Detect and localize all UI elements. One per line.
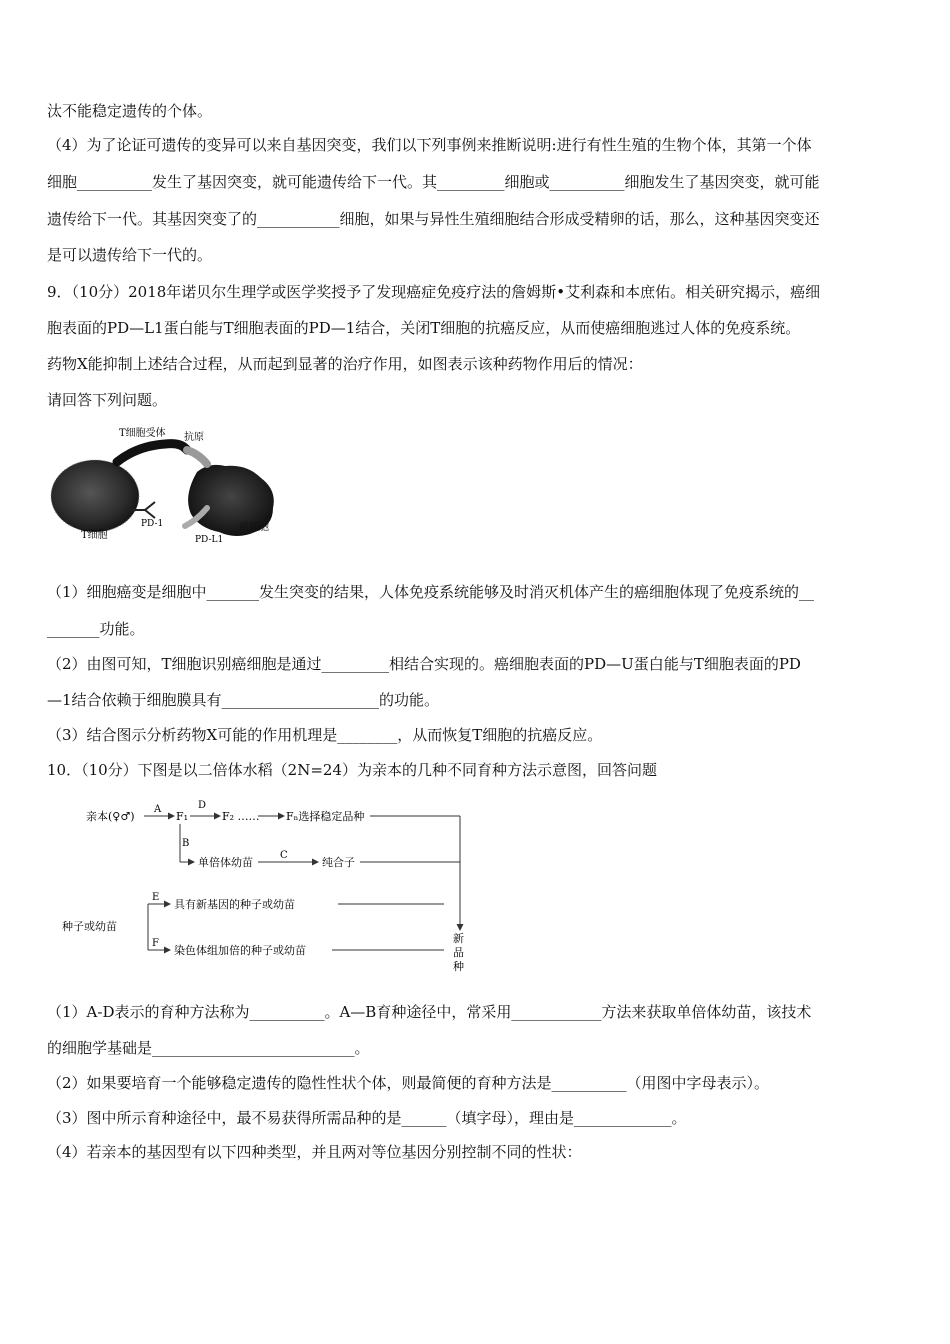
text-line: —1结合依赖于细胞膜具有_____________________的功能。 xyxy=(47,691,440,709)
new-variety-char: 品 xyxy=(453,946,464,959)
antigen-label: 抗原 xyxy=(184,432,204,443)
t-cell-receptor-label: T细胞受体 xyxy=(119,428,166,439)
new-variety-char: 新 xyxy=(453,932,464,945)
text-line: 汰不能稳定遗传的个体。 xyxy=(47,102,213,120)
f1-label: F₁ xyxy=(176,810,189,823)
text-line: 遗传给下一代。其基因突变了的___________细胞，如果与异性生殖细胞结合形成受精卵的话，那么，这种基因突变还 xyxy=(47,210,820,228)
question-10-part-3: （3）图中所示育种途径中，最不易获得所需品种的是______（填字母），理由是_____________。 xyxy=(47,1109,687,1127)
step-c-label: C xyxy=(280,850,288,861)
text-line: 药物X能抑制上述结合过程，从而起到显著的治疗作用，如图表示该种药物作用后的情况： xyxy=(47,355,643,373)
antigen-shape xyxy=(187,450,207,464)
question-9-part-1: （1）细胞癌变是细胞中_______发生突变的结果，人体免疫系统能够及时消灭机体产生的癌细胞体现了免疫系统的__ xyxy=(47,583,815,601)
step-d-label: D xyxy=(198,800,207,811)
text-line: 请回答下列问题。 xyxy=(47,391,168,409)
new-gene-seed-label: 具有新基因的种子或幼苗 xyxy=(174,898,295,911)
question-9-part-2: （2）由图可知，T细胞识别癌细胞是通过_________相结合实现的。癌细胞表面的PD—U蛋白能与T细胞表面的PD xyxy=(47,655,801,673)
t-cell-label: T细胞 xyxy=(81,530,108,541)
question-10-part-4: （4）若亲本的基因型有以下四种类型，并且两对等位基因分别控制不同的性状： xyxy=(47,1143,582,1161)
text-line: _______功能。 xyxy=(47,620,145,638)
text-line: 是可以遗传给下一代的。 xyxy=(47,246,213,264)
pdl1-label: PD-L1 xyxy=(195,535,224,545)
breeding-methods-diagram xyxy=(60,796,470,974)
text-line: （4）为了论证可遗传的变异可以来自基因突变，我们以下列事例来推断说明:进行有性生殖的生物个体，其第一个体 xyxy=(47,136,812,154)
new-variety-char: 种 xyxy=(453,960,464,973)
pd1-label: PD-1 xyxy=(141,519,164,529)
cancer-cell-label: 癌细胞 xyxy=(239,522,269,533)
fn-label: Fₙ选择稳定品种 xyxy=(286,810,365,823)
doubled-seed-label: 染色体组加倍的种子或幼苗 xyxy=(174,944,306,957)
parent-label: 亲本(♀♂) xyxy=(86,810,135,823)
t-cell-shape xyxy=(51,460,139,532)
question-10-part-1: （1）A-D表示的育种方法称为__________。A—B育种途径中，常采用____________方法来获取单倍体幼苗，该技术 xyxy=(47,1003,812,1021)
question-10-stem: 10．（10分）下图是以二倍体水稻（2N=24）为亲本的几种不同育种方法示意图，回答问题 xyxy=(47,761,658,779)
homozygote-label: 纯合子 xyxy=(322,856,355,869)
step-f-label: F xyxy=(152,938,159,949)
step-e-label: E xyxy=(152,892,160,903)
step-b-label: B xyxy=(182,838,190,849)
question-9-stem: 9．（10分）2018年诺贝尔生理学或医学奖授予了发现癌症免疫疗法的詹姆斯•艾利森和本庶佑。相关研究揭示，癌细 xyxy=(47,283,821,301)
seed-label: 种子或幼苗 xyxy=(62,920,117,933)
t-cell-receptor-shape xyxy=(117,444,187,462)
step-a-label: A xyxy=(154,804,162,815)
haploid-label: 单倍体幼苗 xyxy=(198,856,253,869)
text-line: 的细胞学基础是___________________________。 xyxy=(47,1039,370,1057)
question-9-part-3: （3）结合图示分析药物X可能的作用机理是________，从而恢复T细胞的抗癌反应。 xyxy=(47,726,603,744)
text-line: 胞表面的PD—L1蛋白能与T细胞表面的PD—1结合，关闭T细胞的抗癌反应，从而使癌细胞逃过人体的免疫系统。 xyxy=(47,319,801,337)
t-cell-cancer-cell-figure xyxy=(47,424,287,554)
question-10-part-2: （2）如果要培育一个能够稳定遗传的隐性性状个体，则最简便的育种方法是__________（用图中字母表示）。 xyxy=(47,1074,770,1092)
text-line: 细胞__________发生了基因突变，就可能遗传给下一代。其_________细胞或__________细胞发生了基因突变，就可能 xyxy=(47,173,820,191)
f2-label: F₂ …… xyxy=(222,810,260,823)
